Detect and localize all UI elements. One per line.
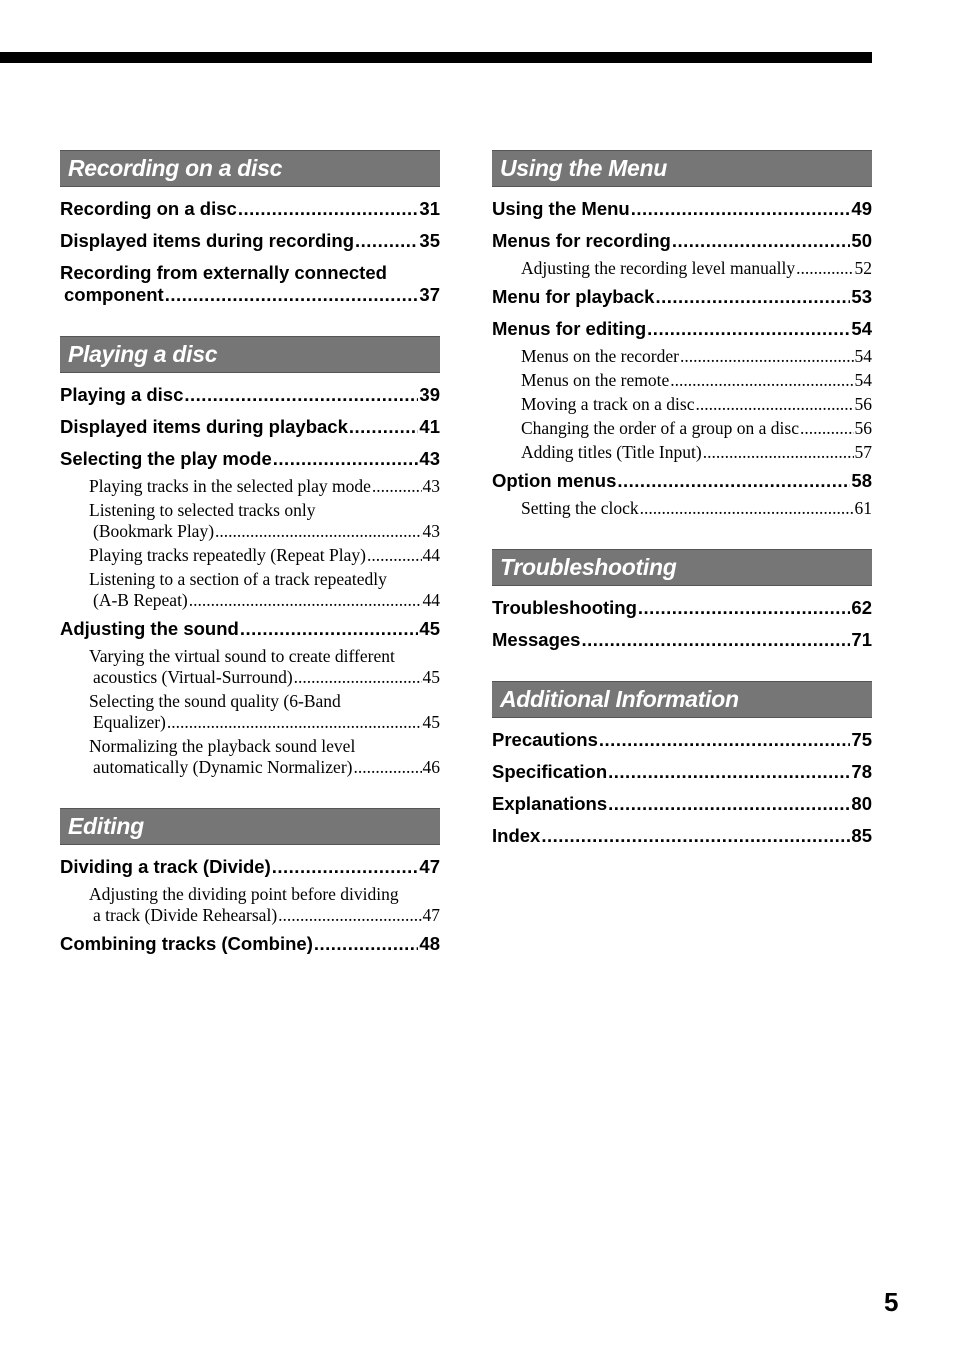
section-heading: Using the Menu xyxy=(492,150,872,187)
page-ref: 43 xyxy=(422,521,440,541)
section-entries xyxy=(492,718,872,847)
page-ref: 48 xyxy=(419,933,440,954)
toc-subentry[interactable] xyxy=(521,498,872,519)
subentry-title: Normalizing the playback sound level xyxy=(89,736,356,756)
page-ref: 52 xyxy=(854,258,872,278)
page-ref: 31 xyxy=(419,198,440,219)
entry-title: Displayed items during recording xyxy=(60,230,355,251)
page-ref: 35 xyxy=(419,230,440,251)
entry-title: Dividing a track (Divide) xyxy=(60,856,271,877)
dot-leader xyxy=(541,825,850,847)
dot-leader xyxy=(608,793,850,815)
toc-entry[interactable] xyxy=(60,384,440,406)
page-ref: 47 xyxy=(419,856,440,877)
toc-section xyxy=(60,336,440,778)
page-ref: 49 xyxy=(851,198,872,219)
page-ref: 57 xyxy=(854,442,872,462)
page-ref: 61 xyxy=(854,498,872,518)
toc-section xyxy=(60,150,440,306)
dot-leader xyxy=(647,318,850,340)
page-ref: 54 xyxy=(854,370,872,390)
page-ref: 45 xyxy=(419,618,440,639)
toc-subentry[interactable] xyxy=(89,691,440,733)
toc-entry[interactable] xyxy=(60,933,440,955)
subentry-title: Selecting the sound quality (6-Band xyxy=(89,691,341,711)
top-rule xyxy=(0,52,872,63)
entry-title: Explanations xyxy=(492,793,608,814)
entry-title: Adding titles (Title Input) xyxy=(521,442,702,462)
entry-title: Menus for editing xyxy=(492,318,647,339)
dot-leader xyxy=(367,545,422,566)
section-heading: Playing a disc xyxy=(60,336,440,373)
dot-leader xyxy=(278,905,421,926)
page-ref: 85 xyxy=(851,825,872,846)
page-ref: 56 xyxy=(854,394,872,414)
page-ref: 54 xyxy=(854,346,872,366)
toc-subentry[interactable] xyxy=(521,394,872,415)
dot-leader xyxy=(349,416,419,438)
section-heading: Troubleshooting xyxy=(492,549,872,586)
toc-section xyxy=(60,808,440,955)
section-entries xyxy=(492,586,872,651)
entry-title: Troubleshooting xyxy=(492,597,637,618)
page-ref: 43 xyxy=(419,448,440,469)
page-ref: 39 xyxy=(419,384,440,405)
entry-title: Setting the clock xyxy=(521,498,639,518)
entry-title: Moving a track on a disc xyxy=(521,394,695,414)
toc-subentry[interactable] xyxy=(521,258,872,279)
page-ref: 41 xyxy=(419,416,440,437)
dot-leader xyxy=(238,198,419,220)
entry-title: Menus on the recorder xyxy=(521,346,679,366)
subentry-continuation xyxy=(89,905,440,926)
page-ref: 46 xyxy=(422,757,440,777)
entry-title: Equalizer) xyxy=(93,712,166,732)
section-entries xyxy=(492,187,872,519)
section-entries xyxy=(60,187,440,306)
toc-entry[interactable] xyxy=(492,825,872,847)
toc-section xyxy=(492,681,872,847)
dot-leader xyxy=(272,856,419,878)
toc-subentry[interactable] xyxy=(89,736,440,778)
toc-entry[interactable] xyxy=(60,416,440,438)
dot-leader xyxy=(680,346,854,367)
dot-leader xyxy=(796,258,853,279)
dot-leader xyxy=(189,590,422,611)
entry-title: component xyxy=(64,284,164,305)
section-heading: Additional Information xyxy=(492,681,872,718)
toc-column-right xyxy=(492,150,872,877)
toc-subentry[interactable] xyxy=(89,476,440,497)
toc-entry[interactable] xyxy=(60,198,440,220)
toc-entry[interactable] xyxy=(60,448,440,470)
toc-section xyxy=(492,549,872,651)
entry-title: Specification xyxy=(492,761,608,782)
dot-leader xyxy=(655,286,850,308)
toc-subentry[interactable] xyxy=(89,569,440,611)
dot-leader xyxy=(672,230,851,252)
page-ref: 78 xyxy=(851,761,872,782)
toc-entry[interactable] xyxy=(492,470,872,492)
page-ref: 43 xyxy=(422,476,440,496)
subentry-continuation xyxy=(89,667,440,688)
entry-title: (Bookmark Play) xyxy=(93,521,215,541)
entry-title: Using the Menu xyxy=(492,198,630,219)
toc-subentry[interactable] xyxy=(521,346,872,367)
dot-leader xyxy=(240,618,419,640)
page-ref: 45 xyxy=(422,667,440,687)
entry-title: Playing tracks in the selected play mode xyxy=(89,476,371,496)
section-entries xyxy=(60,373,440,778)
toc-entry[interactable] xyxy=(492,198,872,220)
dot-leader xyxy=(599,729,851,751)
entry-title: acoustics (Virtual-Surround) xyxy=(93,667,293,687)
section-heading: Editing xyxy=(60,808,440,845)
entry-title: Recording on a disc xyxy=(60,198,237,219)
dot-leader xyxy=(581,629,850,651)
dot-leader xyxy=(273,448,419,470)
toc-subentry[interactable] xyxy=(89,646,440,688)
entry-title: Menus for recording xyxy=(492,230,671,251)
toc-entry[interactable] xyxy=(492,793,872,815)
section-entries xyxy=(60,845,440,955)
entry-title: Menus on the remote xyxy=(521,370,670,390)
toc-column-left xyxy=(60,150,440,985)
subentry-continuation xyxy=(89,712,440,733)
toc-subentry[interactable] xyxy=(521,370,872,391)
dot-leader xyxy=(800,418,854,439)
entry-title: a track (Divide Rehearsal) xyxy=(93,905,278,925)
page-ref: 44 xyxy=(422,590,440,610)
toc-entry[interactable] xyxy=(492,318,872,340)
entry-title: Selecting the play mode xyxy=(60,448,272,469)
page-ref: 56 xyxy=(854,418,872,438)
toc-subentry[interactable] xyxy=(89,500,440,542)
toc-entry[interactable] xyxy=(60,856,440,878)
entry-title: Changing the order of a group on a disc xyxy=(521,418,799,438)
subentry-continuation xyxy=(89,521,440,542)
page-ref: 80 xyxy=(851,793,872,814)
subentry-continuation xyxy=(89,757,440,778)
page-ref: 54 xyxy=(851,318,872,339)
entry-title: Index xyxy=(492,825,541,846)
page-ref: 37 xyxy=(419,284,440,305)
page-ref: 58 xyxy=(851,470,872,491)
toc-entry[interactable] xyxy=(492,761,872,783)
dot-leader xyxy=(631,198,851,220)
dot-leader xyxy=(372,476,422,497)
toc-subentry[interactable] xyxy=(521,418,872,439)
dot-leader xyxy=(167,712,422,733)
page-ref: 45 xyxy=(422,712,440,732)
entry-title: Menu for playback xyxy=(492,286,655,307)
dot-leader xyxy=(314,933,419,955)
dot-leader xyxy=(703,442,854,463)
section-heading: Recording on a disc xyxy=(60,150,440,187)
toc-entry[interactable] xyxy=(60,618,440,640)
dot-leader xyxy=(165,284,419,306)
subentry-title: Listening to selected tracks only xyxy=(89,500,316,520)
subentry-title: Listening to a section of a track repeatedly xyxy=(89,569,387,589)
page-ref: 75 xyxy=(851,729,872,750)
subentry-title: Varying the virtual sound to create different xyxy=(89,646,395,666)
entry-title: Messages xyxy=(492,629,581,650)
page-ref: 62 xyxy=(851,597,872,618)
dot-leader xyxy=(640,498,854,519)
page-ref: 44 xyxy=(422,545,440,565)
subentry-title: Adjusting the dividing point before dividing xyxy=(89,884,399,904)
toc-entry[interactable] xyxy=(492,286,872,308)
entry-title: Option menus xyxy=(492,470,617,491)
entry-title: Recording from externally connected xyxy=(60,262,387,283)
subentry-continuation xyxy=(89,590,440,611)
page-ref: 50 xyxy=(851,230,872,251)
dot-leader xyxy=(696,394,854,415)
page-ref: 47 xyxy=(422,905,440,925)
dot-leader xyxy=(608,761,850,783)
dot-leader xyxy=(670,370,853,391)
toc-entry[interactable] xyxy=(492,629,872,651)
toc-entry[interactable] xyxy=(60,262,440,306)
entry-title: Adjusting the sound xyxy=(60,618,239,639)
toc-subentry[interactable] xyxy=(89,884,440,926)
entry-title: Adjusting the recording level manually xyxy=(521,258,796,278)
entry-title: automatically (Dynamic Normalizer) xyxy=(93,757,353,777)
toc-entry[interactable] xyxy=(492,230,872,252)
entry-title: Precautions xyxy=(492,729,598,750)
entry-title: Playing a disc xyxy=(60,384,184,405)
dot-leader xyxy=(184,384,418,406)
entry-title: Combining tracks (Combine) xyxy=(60,933,313,954)
page-ref: 71 xyxy=(851,629,872,650)
toc-subentry[interactable] xyxy=(521,442,872,463)
toc-section xyxy=(492,150,872,519)
toc-entry[interactable] xyxy=(492,729,872,751)
dot-leader xyxy=(638,597,851,619)
dot-leader xyxy=(617,470,850,492)
entry-title: Playing tracks repeatedly (Repeat Play) xyxy=(89,545,366,565)
toc-entry[interactable] xyxy=(60,230,440,252)
dot-leader xyxy=(294,667,422,688)
page-ref: 53 xyxy=(851,286,872,307)
toc-entry[interactable] xyxy=(492,597,872,619)
toc-subentry[interactable] xyxy=(89,545,440,566)
dot-leader xyxy=(353,757,421,778)
entry-title: (A-B Repeat) xyxy=(93,590,188,610)
page-number: 5 xyxy=(884,1287,899,1317)
entry-continuation xyxy=(60,284,440,306)
dot-leader xyxy=(355,230,418,252)
dot-leader xyxy=(215,521,421,542)
entry-title: Displayed items during playback xyxy=(60,416,348,437)
